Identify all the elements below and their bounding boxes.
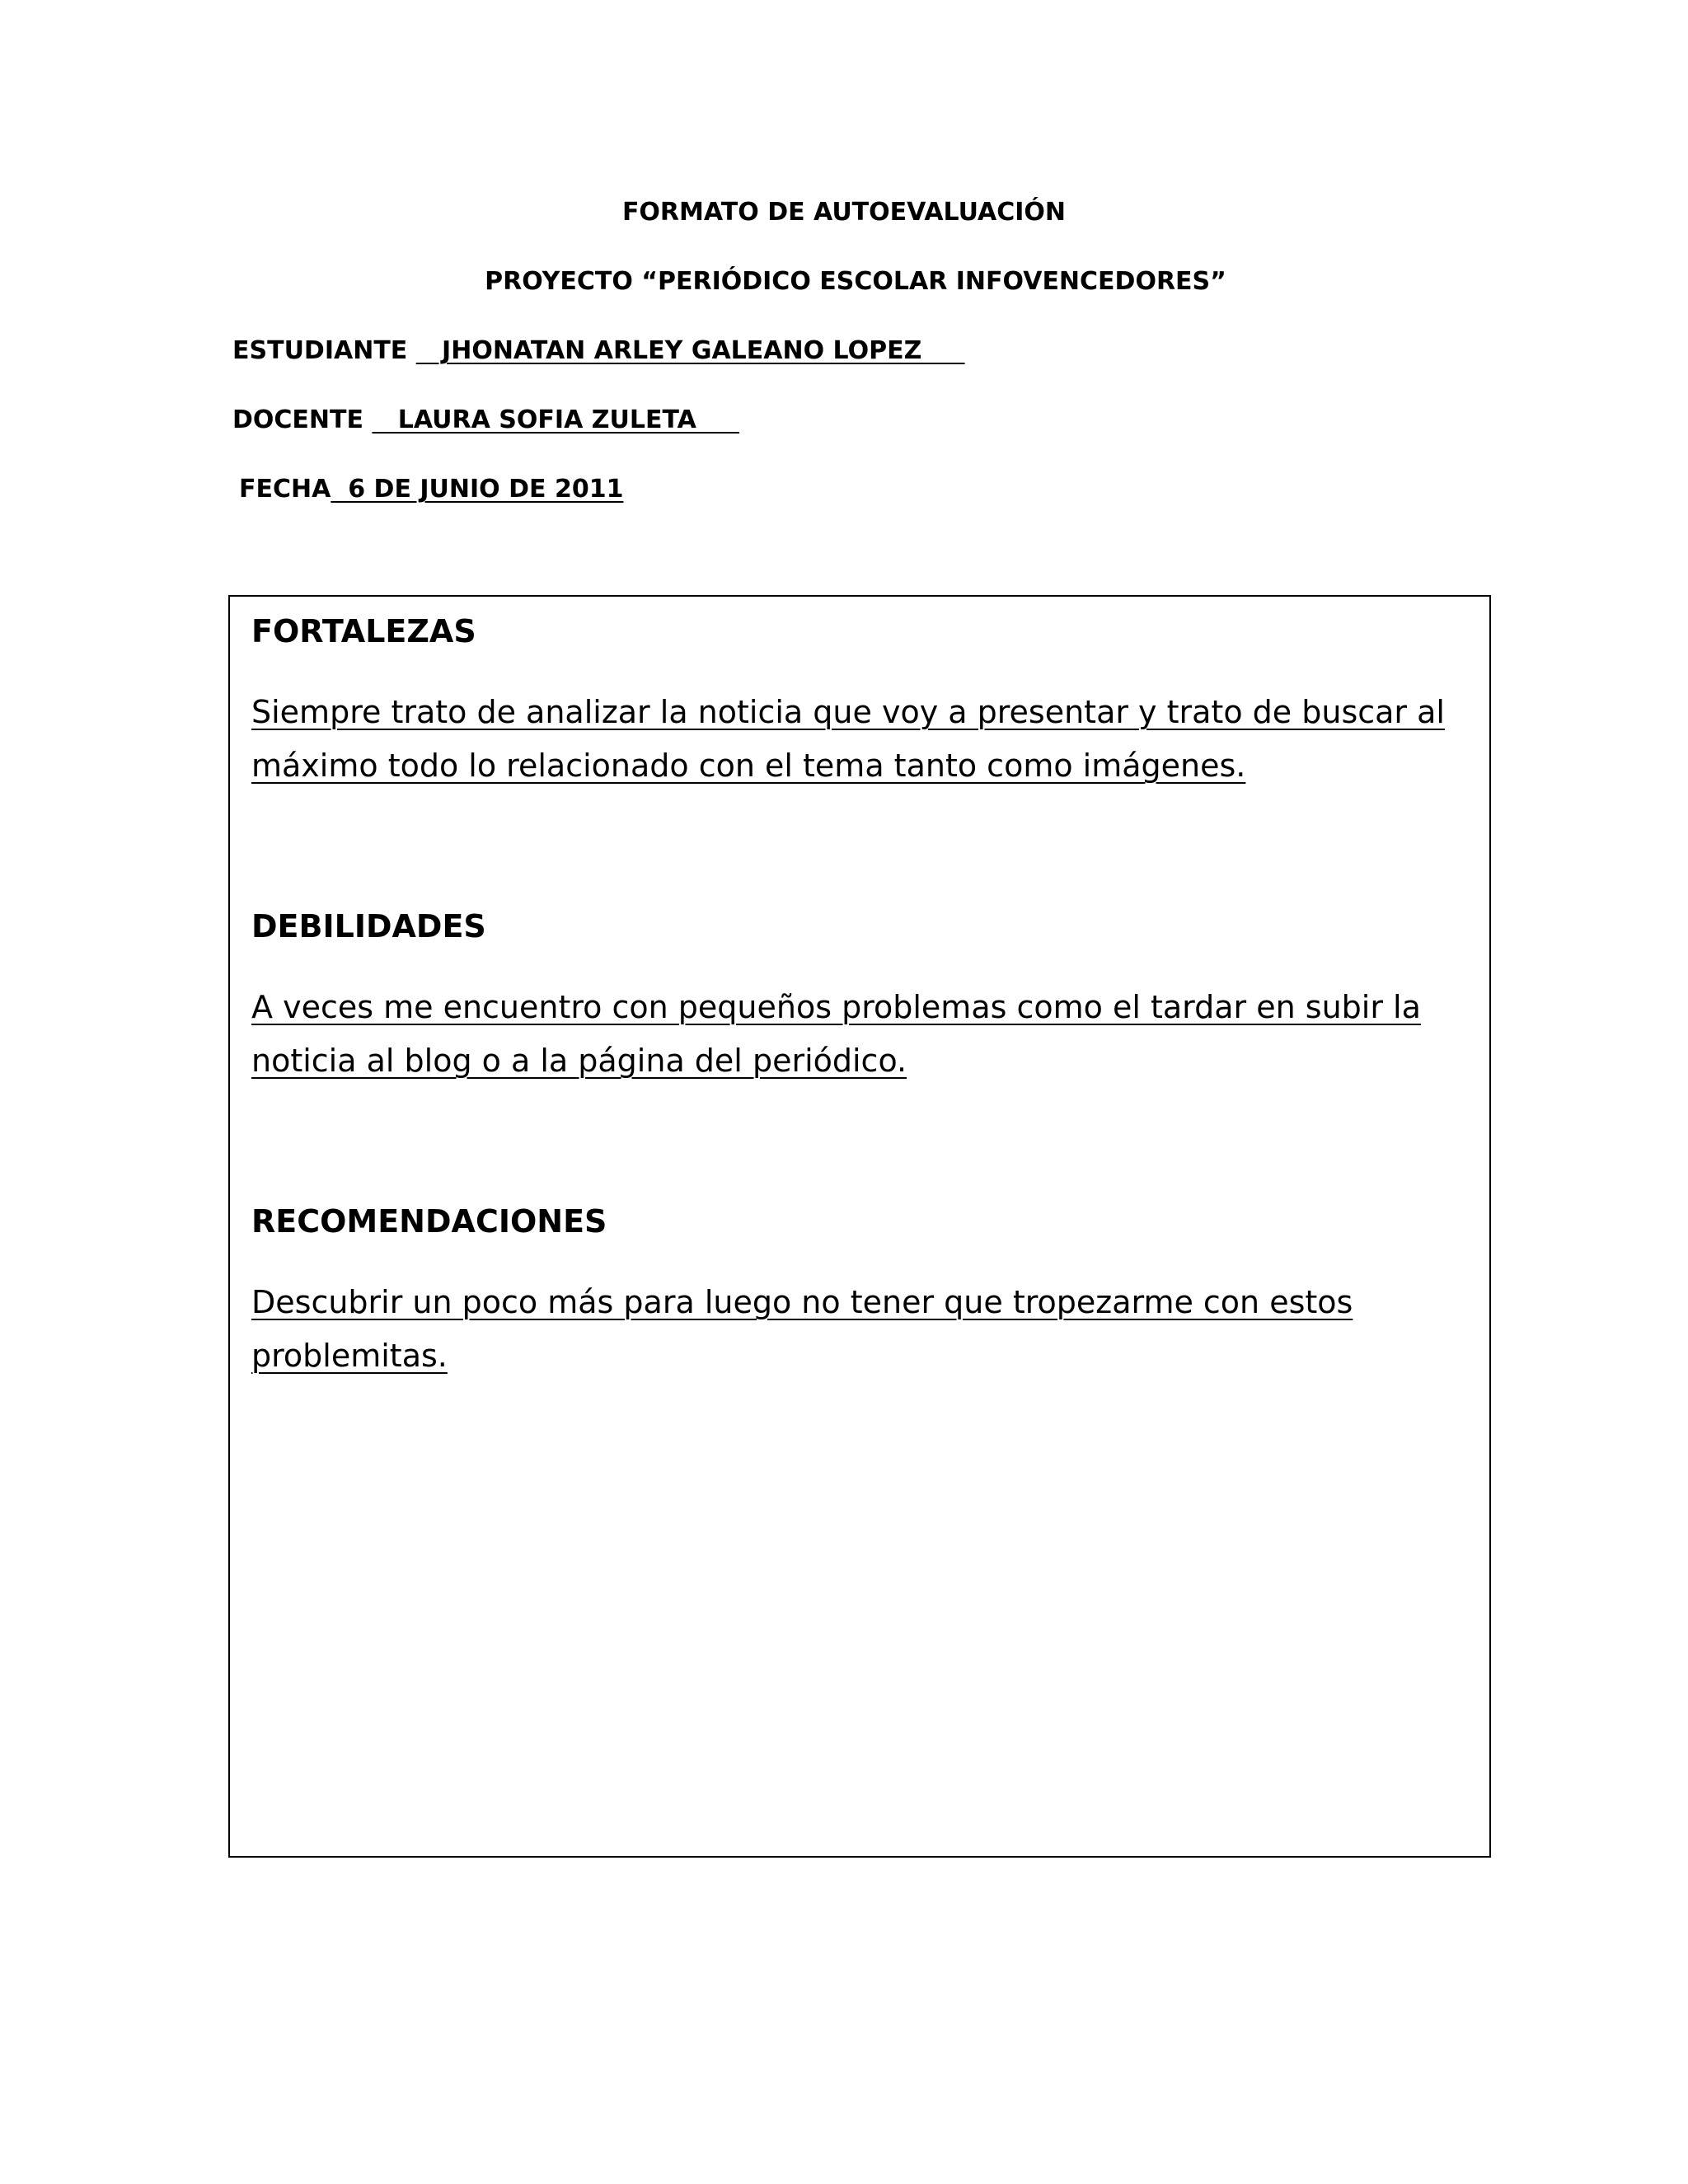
teacher-field xyxy=(232,405,739,434)
debilidades-heading: DEBILIDADES xyxy=(251,908,486,944)
student-value: JHONATAN ARLEY GALEANO LOPEZ xyxy=(415,336,965,365)
recomendaciones-heading: RECOMENDACIONES xyxy=(251,1203,607,1240)
fortalezas-text: Siempre trato de analizar la noticia que voy a presentar y trato de buscar al máximo todo lo relacionado con el tema tanto como imágenes. xyxy=(251,694,1445,784)
student-field xyxy=(232,336,965,365)
teacher-value: LAURA SOFIA ZULETA xyxy=(372,405,740,434)
fortalezas-heading: FORTALEZAS xyxy=(251,613,476,649)
document-title: FORMATO DE AUTOEVALUACIÓN xyxy=(621,198,1067,227)
date-value: 6 DE JUNIO DE 2011 xyxy=(331,475,624,504)
recomendaciones-text: Descubrir un poco más para luego no tener que tropezarme con estos problemitas. xyxy=(251,1284,1353,1374)
evaluation-box xyxy=(228,595,1491,1858)
date-label: FECHA xyxy=(239,475,331,504)
project-title: PROYECTO “PERIÓDICO ESCOLAR INFOVENCEDORES” xyxy=(485,267,1226,296)
teacher-label: DOCENTE xyxy=(232,405,373,434)
debilidades-text: A veces me encuentro con pequeños problemas como el tardar en subir la noticia al blog o a la página del periódico. xyxy=(251,989,1421,1079)
date-field xyxy=(239,475,623,504)
student-label: ESTUDIANTE xyxy=(232,336,416,365)
